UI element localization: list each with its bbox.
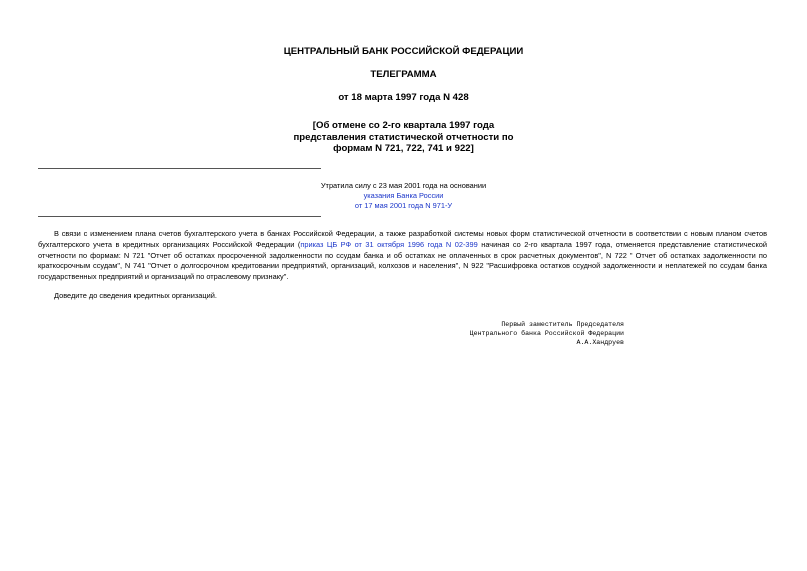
body-paragraph-2: Доведите до сведения кредитных организаций. — [54, 291, 217, 300]
repeal-decree-link[interactable]: указания Банка России — [363, 191, 444, 200]
signature-name: А.А.Хандруев — [576, 339, 624, 346]
validity-note-text: Утратила силу с 23 мая 2001 года на основании — [320, 181, 487, 190]
divider-bottom — [38, 216, 321, 217]
subject-line-1: [Об отмене со 2-го квартала 1997 года — [312, 120, 495, 131]
subject-line-3: формам N 721, 722, 741 и 922] — [333, 143, 474, 154]
repeal-decree-date-link[interactable]: от 17 мая 2001 года N 971-У — [354, 201, 453, 210]
body-paragraph-1-end: начиная со 2-го квартала 1997 года, отменяется представление статистической отчетности по формам: N 721 "Отчет об остатках просроченной задолженности по ссудам банка и об остатках не оплаченных в срок расчетных документов", N 722 " Отчет об остатках задолженности по краткосрочным ссудам", N 741 "Отчет о долгосрочном кредитовании предприятий, организаций, колхозов и населения", N 922 "Расшифровка остатков ссудной задолженности и неплатежей по ссудам банка государственных предприятий и организаций по отраслевому признаку". — [38, 239, 767, 282]
signature-position: Первый заместитель Председателя — [501, 321, 624, 328]
document-subject — [0, 120, 807, 155]
document-type-heading: ТЕЛЕГРАММА — [370, 69, 437, 80]
document-date-heading: от 18 марта 1997 года N 428 — [338, 92, 469, 103]
validity-note-link-2 — [0, 200, 807, 211]
order-cb-rf-link[interactable]: приказ ЦБ РФ от 31 октября 1996 года N 02-399 — [300, 239, 478, 249]
issuer-heading: ЦЕНТРАЛЬНЫЙ БАНК РОССИЙСКОЙ ФЕДЕРАЦИИ — [283, 46, 524, 57]
signature-organization: Центрального банка Российской Федерации — [469, 330, 624, 337]
body-paragraph-1 — [38, 229, 767, 283]
subject-line-2: представления статистической отчетности по — [293, 131, 514, 143]
divider-top — [38, 168, 321, 169]
body-paragraph-1-start: В связи с изменением плана счетов бухгалтерского учета в банках Российской Федерации, а также разработкой системы новых форм статистической отчетности в соответствии с новым планом счетов бухгалтерского учета в кредитных организациях Российской Федерации ( — [38, 229, 767, 249]
